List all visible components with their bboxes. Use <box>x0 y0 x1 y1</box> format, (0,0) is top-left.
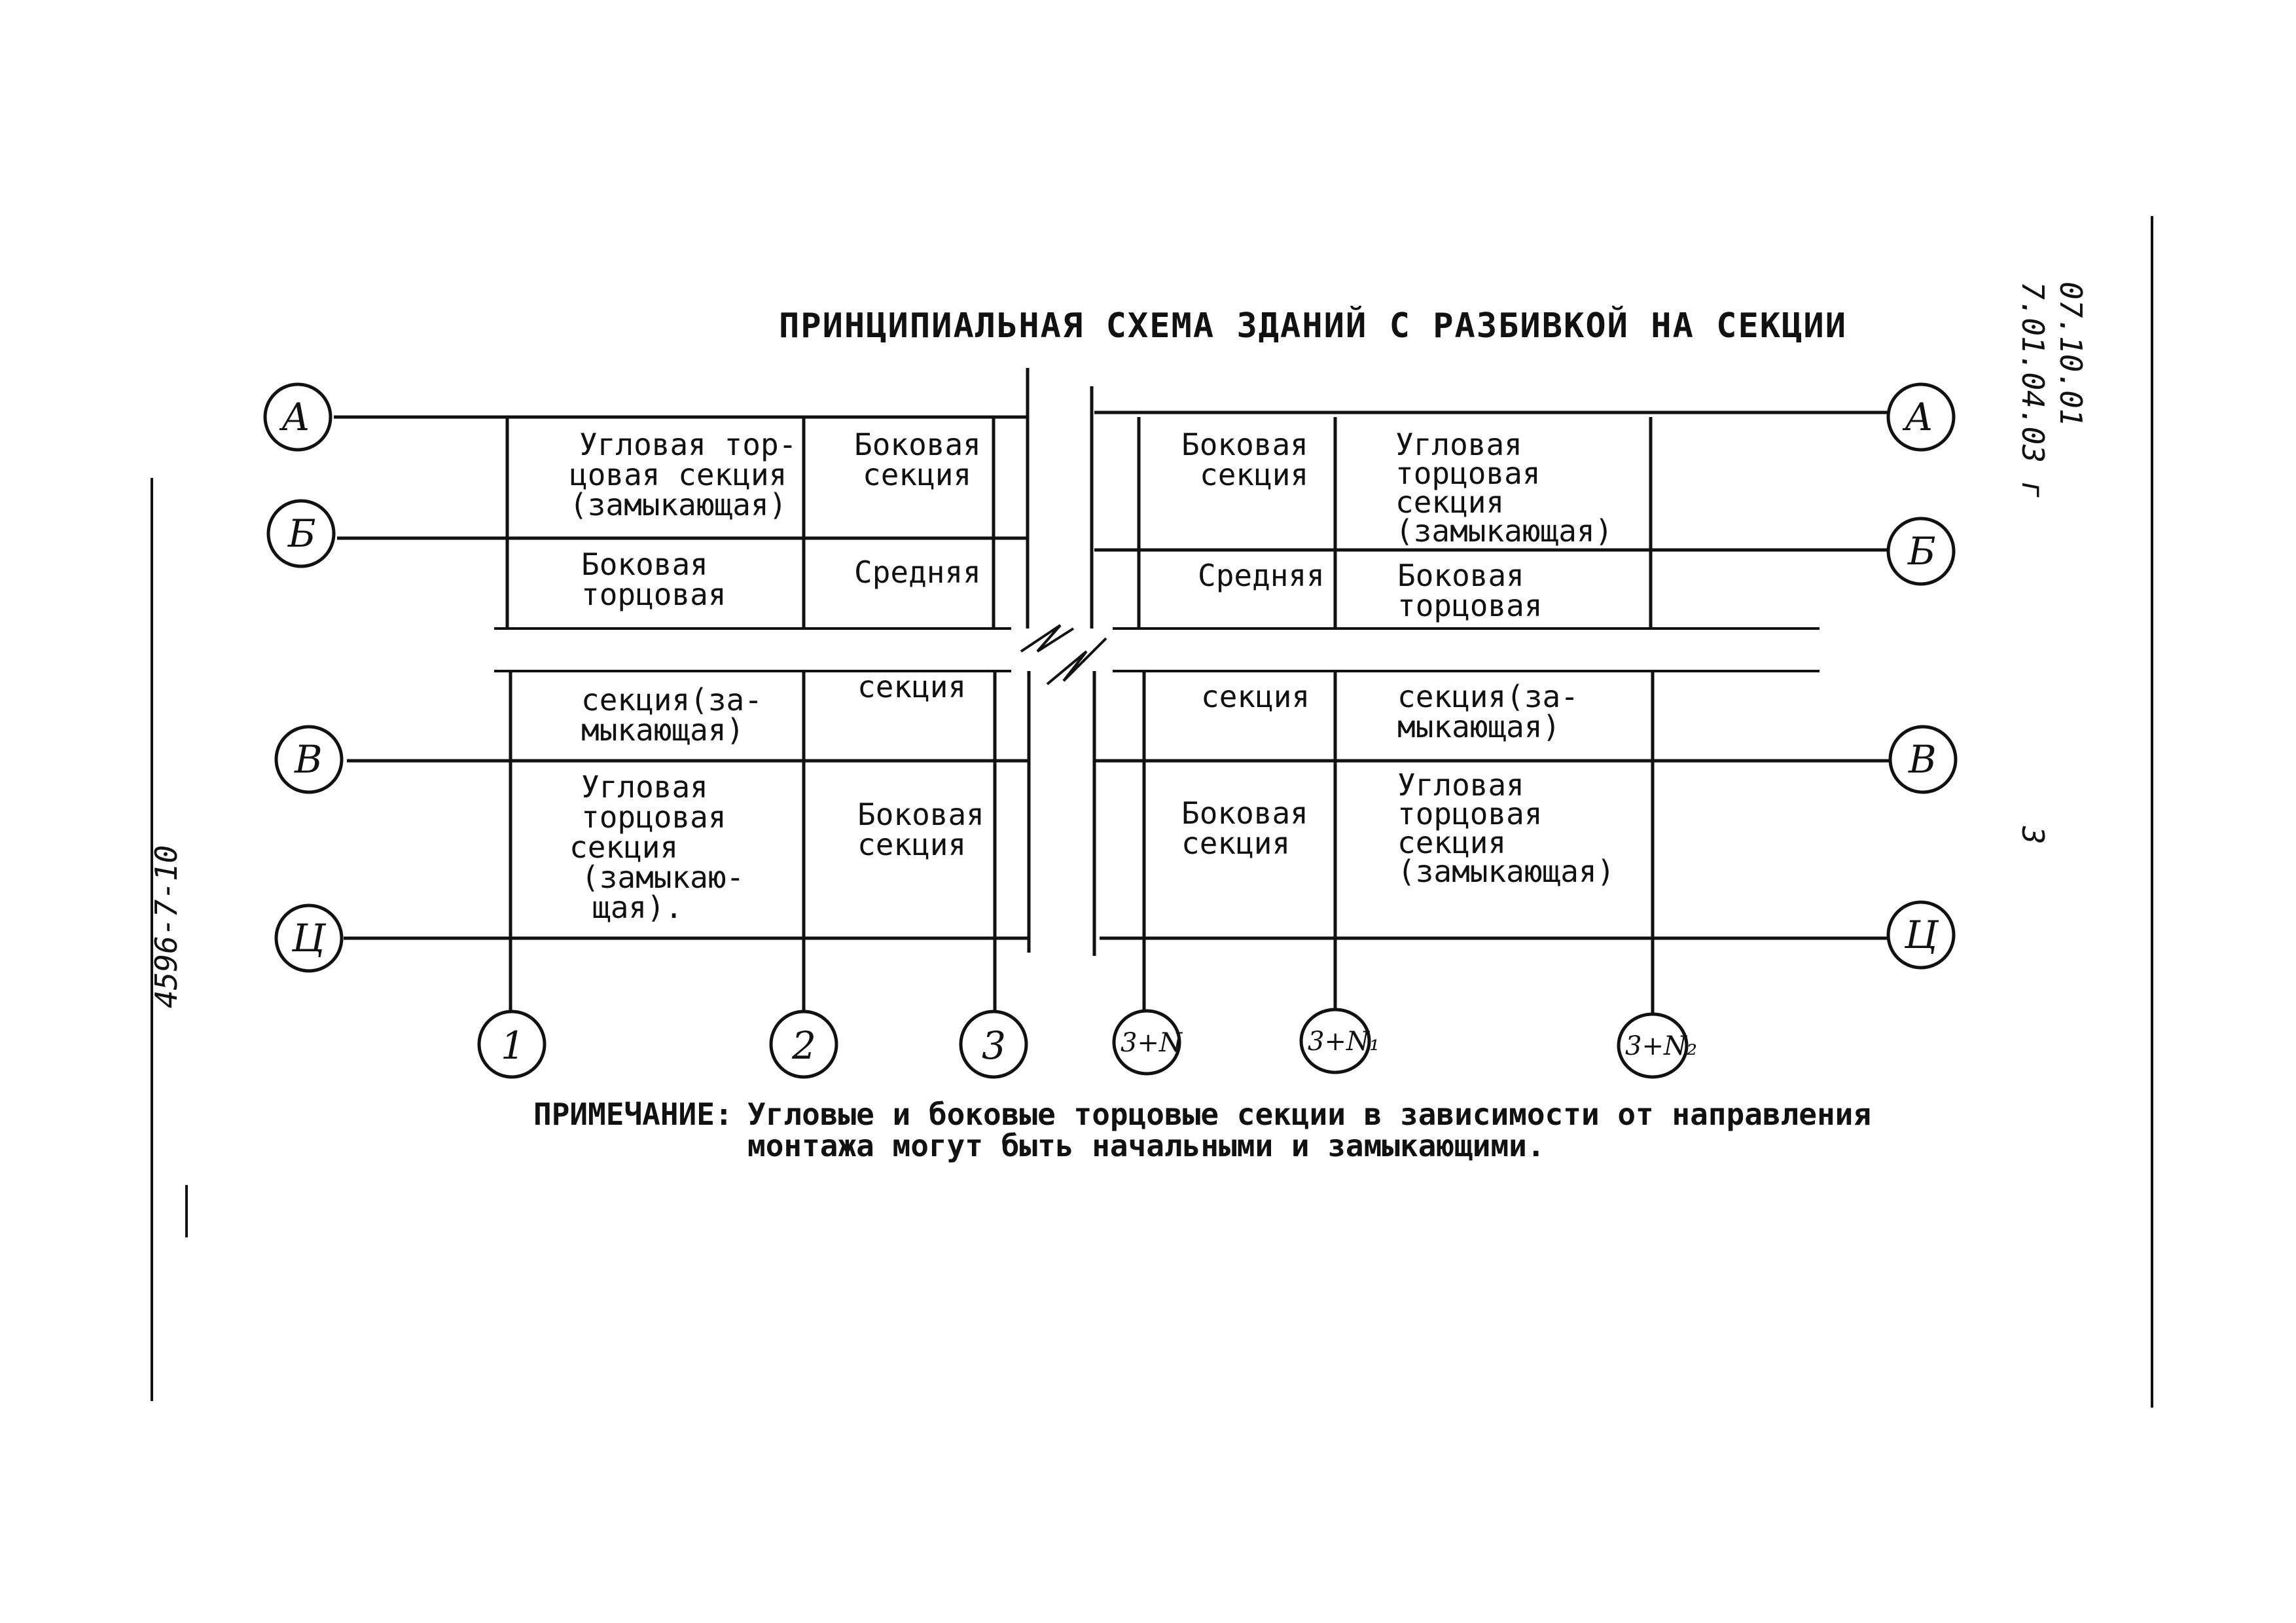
svg-text:В: В <box>1909 737 1937 782</box>
document-code <box>2015 282 2089 499</box>
svg-text:1: 1 <box>501 1023 525 1068</box>
svg-text:Ц: Ц <box>1905 913 1938 957</box>
note-line1: Угловые и боковые торцовые секции в зависимости от направления <box>747 1097 1872 1132</box>
col-axis-3n <box>1114 1011 1183 1074</box>
inventory-number: 4596-7-10 <box>149 845 184 1008</box>
right-r2c2-text: Боковая торцовая <box>1397 558 1543 623</box>
note-label: ПРИМЕЧАНИЕ: <box>533 1097 733 1132</box>
row-axis-v-right <box>1890 727 1956 792</box>
row-axis-a-left <box>265 384 331 450</box>
svg-text:А: А <box>281 395 310 439</box>
page-number: 3 <box>2015 826 2051 845</box>
row-axis-a-right <box>1888 384 1954 450</box>
col-axis-3n2 <box>1619 1014 1697 1077</box>
right-r4c1-text: Боковая секция <box>1181 795 1308 861</box>
diagram-title: ПРИНЦИПИАЛЬНАЯ СХЕМА ЗДАНИЙ С РАЗБИВКОЙ НА СЕКЦИИ <box>779 306 1848 346</box>
row-axis-b-right <box>1888 519 1954 584</box>
left-r1c1-text: Угловая тор- цовая секция (замыкающая) <box>569 427 797 522</box>
break-symbol <box>1021 625 1073 651</box>
col-axis-1 <box>479 1012 545 1077</box>
row-axis-v-left <box>276 727 342 792</box>
right-r4c2-text: Угловая торцовая секция (замыкающая) <box>1397 767 1615 889</box>
svg-text:3+N: 3+N <box>1121 1028 1182 1058</box>
right-r3c2-text: секция(за- мыкающая) <box>1397 679 1579 744</box>
svg-text:Б: Б <box>1908 529 1936 574</box>
right-r2c1-text: Средняя <box>1198 558 1325 593</box>
row-axis-ts-left <box>276 905 342 971</box>
svg-text:Б: Б <box>288 511 316 556</box>
document-code-line1: 07.10.01 <box>2053 282 2089 427</box>
document-code-line2: 7.01.04.03 г <box>2015 282 2051 500</box>
svg-text:Ц: Ц <box>292 916 325 960</box>
col-axis-3n1 <box>1301 1010 1380 1072</box>
left-r2c2-text: Средняя <box>854 555 981 590</box>
col-axis-2 <box>771 1012 836 1077</box>
row-axis-b-left <box>268 501 334 566</box>
left-r4c1-text: Угловая торцовая секция (замыкаю- щая). <box>569 769 745 925</box>
left-r2c1-text: Боковая торцовая <box>581 547 726 612</box>
right-r1c2-text: Угловая торцовая секция (замыкающая) <box>1395 427 1613 549</box>
svg-text:3+N₁: 3+N₁ <box>1308 1027 1380 1057</box>
right-r3c1-text: секция <box>1201 679 1310 714</box>
break-symbol-2 <box>1047 638 1106 684</box>
svg-text:3: 3 <box>982 1023 1006 1068</box>
note-line2: монтажа могут быть начальными и замыкающими. <box>747 1128 1545 1163</box>
svg-text:А: А <box>1905 395 1933 439</box>
svg-text:2: 2 <box>792 1023 816 1068</box>
svg-text:В: В <box>295 737 323 782</box>
row-axis-ts-right <box>1888 902 1954 968</box>
left-r4c2-text: Боковая секция <box>857 797 984 862</box>
col-axis-3 <box>961 1012 1026 1077</box>
svg-text:3+N₂: 3+N₂ <box>1625 1031 1697 1061</box>
left-r3c2-text: секция <box>857 669 967 704</box>
right-r1c1-text: Боковая секция <box>1181 427 1309 492</box>
left-r3c1-text: секция(за- мыкающая) <box>581 682 762 748</box>
left-r1c2-text: Боковая секция <box>854 427 981 492</box>
